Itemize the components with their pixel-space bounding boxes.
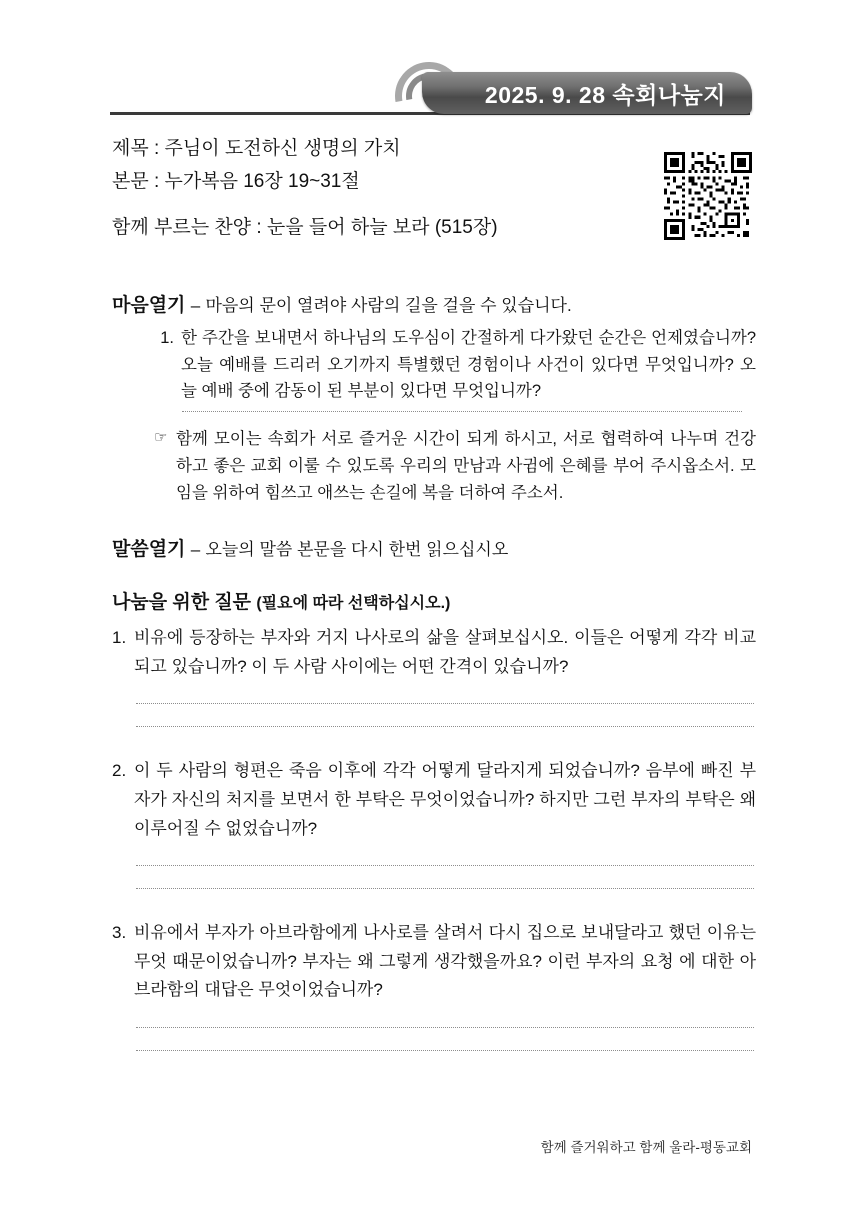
section-open-word-heading [112,534,756,561]
qr-code-svg [664,152,752,240]
list-item [154,325,756,405]
section-open-heart-heading [112,290,756,317]
answer-area[interactable] [136,1027,756,1051]
answer-line[interactable] [136,888,754,889]
question-text: 비유에 등장하는 부자와 거지 나사로의 삶을 살펴보십시오. 이들은 어떻게 각각 비교되고 있습니까? 이 두 사람 사이에는 어떤 간격이 있습니까? [134,628,756,676]
answer-line[interactable] [136,726,754,727]
question-number: 1. [112,628,127,648]
section-open-word-subtitle: 오늘의 말씀 본문을 다시 한번 읽으십시오 [205,540,509,560]
section-open-word-dash: – [190,540,201,560]
prayer-block [154,426,756,506]
scripture-line: 본문 : 누가복음 16장 19~31절 [112,171,360,193]
prayer-text: 함께 모이는 속회가 서로 즐거운 시간이 되게 하시고, 서로 협력하여 나누며 건강하고 좋은 교회 이룰 수 있도록 우리의 만남과 사귐에 은혜를 부어 주시옵소서. 모임을 위하여 힘쓰고 애쓰는 손길에 복을 더하여 주소서. [176,430,756,502]
answer-dotted-line [182,411,742,412]
banner-title: 2025. 9. 28 속회나눔지 [484,81,726,108]
worksheet-content [112,268,756,1051]
answer-area[interactable] [136,703,756,727]
section-open-heart-title: 마음열기 [112,295,186,316]
title-block [112,132,632,244]
date-banner [422,72,752,114]
question-item [112,624,756,681]
footer-text: 함께 즐거워하고 함께 울라-평동교회 [540,1140,752,1155]
qr-code-icon [664,152,752,240]
item-text: 한 주간을 보내면서 하나님의 도우심이 간절하게 다가왔던 순간은 언제였습니까? 오늘 예배를 드리러 오기까지 특별했던 경험이나 사건이 있다면 무엇입니까? 오늘 예배 중에 감동이 된 부분이 있다면 무엇입니까? [181,329,756,401]
question-item [112,757,756,843]
subject-line: 제목 : 주님이 도전하신 생명의 가치 [112,138,401,159]
question-number: 2. [112,761,127,781]
answer-line[interactable] [136,703,754,704]
item-number: 1. [160,329,174,347]
header-area [0,0,860,130]
section-sharing-heading [112,587,756,614]
question-number: 3. [112,923,127,943]
section-open-heart-subtitle: 마음의 문이 열려야 사람의 길을 걸을 수 있습니다. [205,296,572,315]
answer-line[interactable] [136,1027,754,1028]
section-sharing-title: 나눔을 위한 질문 [112,592,252,614]
question-text: 이 두 사람의 형편은 죽음 이후에 각각 어떻게 달라지게 되었습니까? 음부에 빠진 부자가 자신의 처지를 보면서 한 부탁은 무엇이었습니까? 하지만 그런 부자의 부탁은 왜 이루어질 수 없었습니까? [134,761,756,838]
answer-line[interactable] [136,865,754,866]
answer-area[interactable] [136,865,756,889]
question-text: 비유에서 부자가 아브라함에게 나사로를 살려서 다시 집으로 보내달라고 했던 이유는 무엇 때문이었습니까? 부자는 왜 그렇게 생각했을까요? 이런 부자의 요청 에 대한 아브라함의 대답은 무엇이었습니까? [134,923,756,1000]
question-item [112,919,756,1005]
answer-line[interactable] [136,1050,754,1051]
section-open-word-title: 말씀열기 [112,539,186,561]
pointing-hand-icon: ☞ [154,429,168,447]
hymn-line: 함께 부르는 찬양 : 눈을 들어 하늘 보라 (515장) [112,216,498,238]
section-open-heart-dash: – [190,296,201,315]
section-sharing-subtitle: (필요에 따라 선택하십시오.) [256,595,451,613]
